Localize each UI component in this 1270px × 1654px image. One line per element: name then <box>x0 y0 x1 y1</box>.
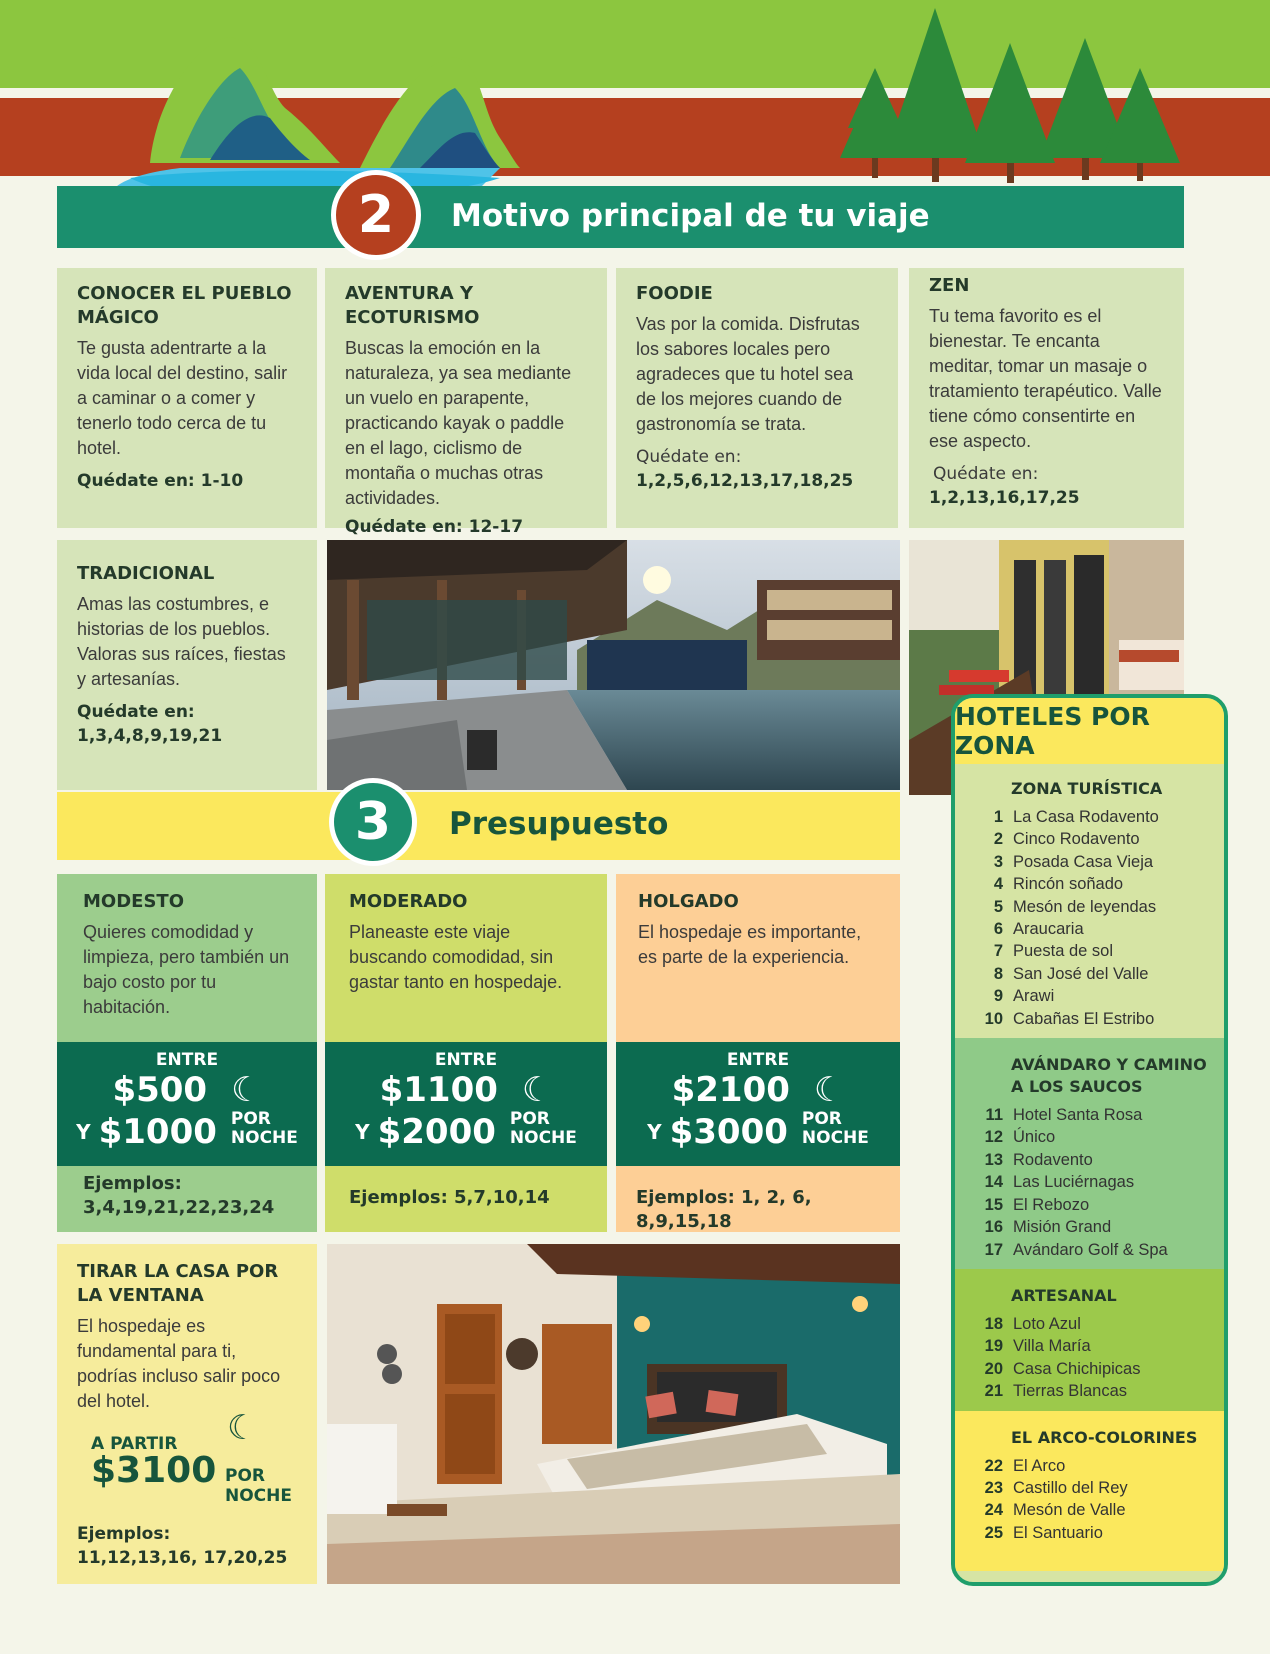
price-to: $3000 <box>669 1112 788 1152</box>
hotel-name: Único <box>1013 1128 1056 1147</box>
hotel-number: 12 <box>984 1128 1003 1147</box>
card-title: AVENTURA Y ECOTURISMO <box>345 283 480 328</box>
price-noche: NOCHE <box>225 1486 292 1506</box>
hotel-number: 22 <box>984 1456 1003 1475</box>
card-moderado <box>325 874 607 1042</box>
card-title: MODERADO <box>349 891 468 912</box>
hotel-number: 23 <box>984 1478 1003 1497</box>
hotel-list-item <box>979 1194 1208 1216</box>
hotel-name: Las Luciérnagas <box>1013 1173 1135 1192</box>
card-title: CONOCER EL PUEBLO MÁGICO <box>77 283 292 328</box>
hotel-list-item <box>979 940 1208 962</box>
card-stay: Quédate en: 1-10 <box>77 471 244 491</box>
price-por: POR <box>230 1109 271 1129</box>
card-stay-label: Quédate en: <box>77 702 195 722</box>
moon-icon: ☾ <box>227 1409 258 1447</box>
hotel-name: El Santuario <box>1013 1523 1103 1542</box>
hotel-number: 18 <box>984 1314 1003 1333</box>
card-title: ZEN <box>929 275 970 296</box>
hotel-list-item <box>979 1104 1208 1126</box>
hotel-number: 1 <box>993 808 1003 826</box>
hotel-name: Castillo del Rey <box>1013 1478 1128 1497</box>
examples-list: 3,4,19,21,22,23,24 <box>83 1197 275 1218</box>
card-stay: 1,2,13,16,17,25 <box>929 488 1080 508</box>
hotel-name: Loto Azul <box>1013 1314 1081 1333</box>
price-from: $3100 <box>91 1450 217 1491</box>
card-text: Quieres comodidad y limpieza, pero también un bajo costo por tu habitación. <box>83 922 290 1017</box>
hotel-number: 3 <box>993 852 1003 871</box>
hotel-name: Arawi <box>1013 987 1055 1006</box>
zone-hotel-list <box>979 1104 1208 1261</box>
hotel-name: Rincón soñado <box>1013 875 1124 894</box>
zones-title: HOTELES POR ZONA <box>955 698 1224 764</box>
price-from-label: A PARTIR <box>91 1434 178 1454</box>
zone-avandaro <box>955 1038 1224 1269</box>
price-moderado <box>325 1042 607 1166</box>
price-from: $2100 <box>671 1070 790 1110</box>
examples-list: Ejemplos: 1, 2, 6, 8,9,15,18 <box>636 1187 812 1232</box>
hotel-list-item <box>979 1380 1208 1402</box>
card-text: Planeaste este viaje buscando comodidad, sin gastar tanto en hospedaje. <box>349 922 563 992</box>
price-noche: NOCHE <box>230 1128 298 1148</box>
card-foodie <box>616 268 898 528</box>
hotel-number: 24 <box>984 1501 1003 1520</box>
hotel-number: 25 <box>984 1523 1003 1542</box>
hotel-number: 16 <box>984 1218 1003 1237</box>
price-from: $500 <box>112 1070 208 1110</box>
hotel-name: Tierras Blancas <box>1013 1382 1128 1401</box>
hotel-number: 9 <box>993 987 1003 1006</box>
hotel-name: Mesón de leyendas <box>1013 897 1157 916</box>
card-title: FOODIE <box>636 283 713 304</box>
section-3-number: 3 <box>329 778 417 866</box>
hotel-number: 19 <box>984 1337 1003 1356</box>
hotel-list-item <box>979 1499 1208 1521</box>
price-entre: ENTRE <box>726 1050 790 1070</box>
price-tirar-la-casa <box>77 1409 297 1522</box>
hotel-list-item <box>979 1455 1208 1477</box>
card-text: Tu tema favorito es el bienestar. Te encanta meditar, tomar un masaje o tratamiento terapéutico. Valle tiene cómo consentirte en ese aspecto. <box>929 306 1162 451</box>
hotel-name: Posada Casa Vieja <box>1013 852 1154 871</box>
hotel-name: El Arco <box>1013 1456 1066 1475</box>
card-zen <box>909 268 1184 528</box>
card-stay: 1,2,5,6,12,13,17,18,25 <box>636 471 854 491</box>
hotel-number: 7 <box>993 942 1003 961</box>
price-holgado <box>616 1042 900 1166</box>
hotel-number: 4 <box>993 875 1003 894</box>
price-modesto <box>57 1042 317 1166</box>
price-noche: NOCHE <box>509 1128 577 1148</box>
examples-modesto <box>57 1166 317 1232</box>
card-title: TIRAR LA CASA POR LA VENTANA <box>77 1261 279 1306</box>
hotel-list-item <box>979 1126 1208 1148</box>
card-title: TRADICIONAL <box>77 563 215 584</box>
hotel-name: San José del Valle <box>1013 964 1149 983</box>
zone-arco-colorines <box>955 1411 1224 1571</box>
hotel-list-item <box>979 918 1208 940</box>
zone-title: ARTESANAL <box>1011 1285 1117 1305</box>
price-por: POR <box>509 1109 550 1129</box>
hotel-name: Cinco Rodavento <box>1013 830 1140 849</box>
card-stay-label: Quédate en: <box>636 447 742 467</box>
hotel-name: El Rebozo <box>1013 1195 1090 1214</box>
card-aventura <box>325 268 607 537</box>
hotel-list-item <box>979 1239 1208 1261</box>
card-title: MODESTO <box>83 891 184 912</box>
zone-title: ZONA TURÍSTICA <box>1011 779 1163 798</box>
hotel-number: 15 <box>984 1195 1003 1214</box>
hotel-number: 20 <box>984 1359 1003 1378</box>
card-text: Buscas la emoción en la naturaleza, ya sea mediante un vuelo en parapente, practicando kayak o paddle en el lago, ciclismo de montaña o muchas otras actividades. <box>345 338 572 508</box>
card-tirar-la-casa <box>57 1244 317 1584</box>
hotel-list-item <box>979 1522 1208 1544</box>
section-2-title: Motivo principal de tu viaje <box>451 198 930 234</box>
moon-icon: ☾ <box>231 1070 262 1110</box>
hotel-list-item <box>979 985 1208 1007</box>
hotel-name: Avándaro Golf & Spa <box>1013 1240 1168 1259</box>
hotel-name: Villa María <box>1013 1337 1091 1356</box>
hotel-number: 6 <box>993 920 1003 939</box>
price-noche: NOCHE <box>801 1128 869 1148</box>
hotel-list-item <box>979 1313 1208 1335</box>
hotel-name: Hotel Santa Rosa <box>1013 1106 1143 1125</box>
hotel-list-item <box>979 1008 1208 1030</box>
hotel-number: 17 <box>984 1240 1003 1259</box>
hotel-number: 5 <box>993 897 1003 916</box>
price-por: POR <box>225 1466 266 1486</box>
card-text: El hospedaje es fundamental para ti, podrías incluso salir poco del hotel. <box>77 1316 281 1411</box>
price-y: Y <box>355 1120 370 1144</box>
card-text: Amas las costumbres, e historias de los pueblos. Valoras sus raíces, fiestas y artesanías. <box>77 594 286 689</box>
examples-moderado <box>325 1166 607 1232</box>
section-2-number: 2 <box>331 170 421 260</box>
hotel-number: 21 <box>984 1382 1003 1401</box>
price-from: $1100 <box>379 1070 498 1110</box>
card-text: Te gusta adentrarte a la vida local del destino, salir a caminar o a comer y tenerlo todo cerca de tu hotel. <box>77 338 288 458</box>
hotel-pool-photo <box>327 540 900 790</box>
price-to: $1000 <box>98 1112 217 1152</box>
section-3-header <box>57 792 900 860</box>
card-holgado <box>616 874 900 1042</box>
price-y: Y <box>647 1120 662 1144</box>
zone-turistica <box>955 764 1224 1038</box>
card-modesto <box>57 874 317 1042</box>
hotel-list-item <box>979 873 1208 895</box>
hotels-by-zone-panel <box>951 694 1228 1586</box>
hotel-name: Mesón de Valle <box>1013 1501 1126 1520</box>
hotel-number: 10 <box>984 1009 1003 1028</box>
card-stay-label: Quédate en: <box>933 464 1039 484</box>
zone-title: EL ARCO-COLORINES <box>1011 1427 1198 1447</box>
moon-icon: ☾ <box>813 1070 845 1110</box>
hotel-list-item <box>979 896 1208 918</box>
pine-trees-illustration <box>830 8 1190 188</box>
examples-list: 11,12,13,16, 17,20,25 <box>77 1548 288 1568</box>
zone-artesanal <box>955 1269 1224 1411</box>
hotel-name: La Casa Rodavento <box>1013 808 1159 826</box>
card-stay: 1,3,4,8,9,19,21 <box>77 726 223 746</box>
examples-label: Ejemplos: <box>83 1173 182 1194</box>
hotel-name: Araucaria <box>1013 920 1084 939</box>
hotel-name: Misión Grand <box>1013 1218 1112 1237</box>
price-por: POR <box>801 1109 842 1129</box>
hotel-name: Puesta de sol <box>1013 942 1113 961</box>
zone-hotel-list <box>979 1455 1208 1545</box>
hotel-list-item <box>979 1171 1208 1193</box>
examples-holgado <box>616 1166 900 1232</box>
hotel-list-item <box>979 828 1208 850</box>
examples-label: Ejemplos: <box>77 1524 171 1544</box>
section-2-header <box>57 186 1184 248</box>
hotel-bedroom-photo <box>327 1244 900 1584</box>
card-pueblo-magico <box>57 268 317 528</box>
hotel-list-item <box>979 851 1208 873</box>
zone-title: AVÁNDARO Y CAMINO A LOS SAUCOS <box>1011 1055 1207 1097</box>
hotel-list-item <box>979 1149 1208 1171</box>
hotel-list-item <box>979 963 1208 985</box>
hotel-name: Cabañas El Estribo <box>1013 1009 1155 1028</box>
hotel-name: Casa Chichipicas <box>1013 1359 1141 1378</box>
hotel-list-item <box>979 1335 1208 1357</box>
hotel-number: 11 <box>985 1106 1003 1125</box>
price-to: $2000 <box>377 1112 496 1152</box>
price-entre: ENTRE <box>434 1050 498 1070</box>
hotel-name: Rodavento <box>1013 1150 1093 1169</box>
hotel-list-item <box>979 1358 1208 1380</box>
card-title: HOLGADO <box>638 891 739 912</box>
zone-hotel-list <box>979 806 1208 1030</box>
section-3-title: Presupuesto <box>449 806 669 842</box>
card-text: El hospedaje es importante, es parte de la experiencia. <box>638 922 862 967</box>
zone-hotel-list <box>979 1313 1208 1403</box>
hotel-number: 2 <box>993 830 1003 849</box>
hotel-number: 8 <box>993 964 1003 983</box>
price-entre: ENTRE <box>155 1050 219 1070</box>
hotel-list-item <box>979 806 1208 828</box>
card-stay: Quédate en: 12-17 <box>345 517 524 537</box>
moon-icon: ☾ <box>521 1070 553 1110</box>
examples-list: Ejemplos: 5,7,10,14 <box>349 1187 550 1208</box>
hotel-number: 13 <box>984 1150 1003 1169</box>
hotel-list-item <box>979 1216 1208 1238</box>
price-y: Y <box>76 1120 91 1144</box>
hotel-number: 14 <box>984 1173 1003 1192</box>
card-tradicional <box>57 540 317 790</box>
hotel-list-item <box>979 1477 1208 1499</box>
card-text: Vas por la comida. Disfrutas los sabores locales pero agradeces que tu hotel sea de los mejores cuando de gastronomía se trata. <box>636 314 860 434</box>
